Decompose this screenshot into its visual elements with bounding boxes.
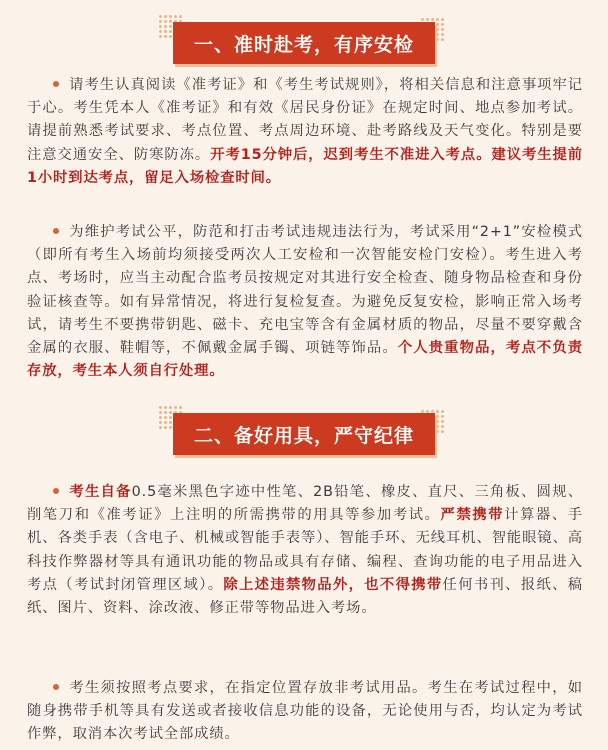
paragraph-lead: 考生自备 [69,484,132,500]
bullet-icon [53,228,59,234]
paragraph-text: 任何书刊、报纸、稿纸、图片、资料、涂改液、修正带等物品进入考场。 [27,576,583,617]
paragraph-exam-preparation [27,74,583,190]
section1-header [0,14,608,74]
paragraph-text: 为维护考试公平，防范和打击考试违规违法行为，考试采用“2+1”安检模式（即所有考生入场前均须接受两次人工安检和一次智能安检门安检）。考生进入考点、考场时，应当主动配合监考员按规定对其进行安全检查、随身物品检查和身份验证核查等。如有异常情况，将进行复检复查。为避免反复安检，影响正常入场考试，请考生不要携带钥匙、磁卡、充电宝等含有金属材质的物品，尽量不要穿戴含金属的衣服、鞋帽等，不佩戴金属手镯、项链等饰品。 [27,224,583,357]
paragraph-emphasis: 开考15分钟后，迟到考生不准进入考点。建议考生提前1小时到达考点，留足入场检查时间。 [27,146,583,186]
paragraph-storage-rules [27,677,583,747]
paragraph-text: 考生须按照考点要求，在指定位置存放非考试用品。考生在考试过程中，如随身携带手机等具有发送或者接收信息功能的设备，无论使用与否，均认定为考试作弊，取消本次考试全部成绩。 [27,680,583,743]
bullet-icon [53,81,59,87]
paragraph-text: 请考生认真阅读《准考证》和《考生考试规则》，将相关信息和注意事项牢记于心。考生凭本人《准考证》和有效《居民身份证》在规定时间、地点参加考试。请提前熟悉考试要求、考点位置、考点周边环境、赴考路线及天气变化。特别是要注意交通安全、防寒防冻。 [27,77,583,163]
bullet-icon [53,684,59,690]
paragraph-security-check [27,221,583,383]
paragraph-emphasis: 个人贵重物品，考点不负责存放，考生本人须自行处理。 [27,340,583,380]
bullet-icon [53,488,59,494]
paragraph-emphasis: 除上述违禁物品外，也不得携带 [223,576,443,593]
section2-header [0,405,608,465]
paragraph-emphasis: 严禁携带 [440,507,505,524]
section1-title: 一、准时赴考，有序安检 [173,22,435,64]
paragraph-text: 计算器、手机、各类手表（含电子、机械或智能手表等）、智能手环、无线耳机、智能眼镜、高科技作弊器材等具有通讯功能的物品或具有存储、编程、查询功能的电子用品进入考点（考试封闭管理区域）。 [27,507,583,593]
paragraph-text: 0.5毫米黑色字迹中性笔、2B铅笔、橡皮、直尺、三角板、圆规、削笔刀和《准考证》上注明的所需携带的用具等参加考试。 [27,484,583,524]
section2-title: 二、备好用具，严守纪律 [173,413,435,455]
paragraph-exam-supplies [27,481,583,620]
